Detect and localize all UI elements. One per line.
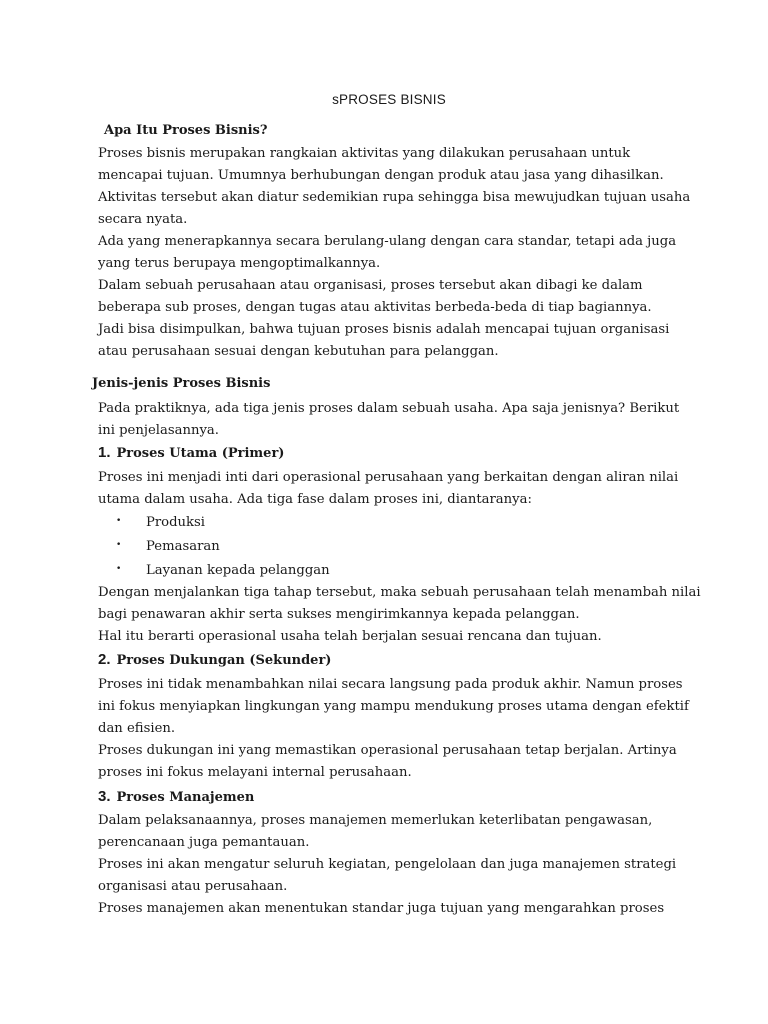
- paragraph-proses-manajemen: [98, 810, 698, 920]
- heading-number: 3.: [98, 788, 111, 805]
- paragraph-proses-dukungan: [98, 674, 698, 784]
- text-line: Jadi bisa disimpulkan, bahwa tujuan proses bisnis adalah mencapai tujuan organisasi: [98, 322, 670, 337]
- list-item-text: Produksi: [146, 515, 206, 530]
- list-item: [116, 535, 330, 559]
- bullet-icon: •: [116, 540, 122, 550]
- text-line: dan efisien.: [98, 721, 176, 736]
- text-line: atau perusahaan sesuai dengan kebutuhan para pelanggan.: [98, 344, 499, 359]
- text-line: Dengan menjalankan tiga tahap tersebut, maka sebuah perusahaan telah menambah nilai: [98, 585, 701, 600]
- list-item-text: Layanan kepada pelanggan: [146, 563, 330, 578]
- heading-number: 1.: [98, 444, 111, 461]
- heading-proses-manajemen: [98, 788, 254, 805]
- list-item: [116, 511, 330, 535]
- text-line: Proses ini tidak menambahkan nilai secara langsung pada produk akhir. Namun proses: [98, 677, 683, 692]
- heading-proses-utama: [98, 444, 284, 461]
- page-title: sPROSES BISNIS: [332, 92, 446, 107]
- text-line: bagi penawaran akhir serta sukses mengirimkannya kepada pelanggan.: [98, 607, 580, 622]
- text-line: ini penjelasannya.: [98, 423, 219, 438]
- heading-text: Proses Utama (Primer): [116, 446, 285, 461]
- text-line: utama dalam usaha. Ada tiga fase dalam proses ini, diantaranya:: [98, 492, 532, 507]
- text-line: Aktivitas tersebut akan diatur sedemikian rupa sehingga bisa mewujudkan tujuan usaha: [98, 190, 691, 205]
- text-line: Proses ini akan mengatur seluruh kegiatan, pengelolaan dan juga manajemen strategi: [98, 857, 677, 872]
- bullet-icon: •: [116, 516, 122, 526]
- list-item-text: Pemasaran: [146, 539, 220, 554]
- text-line: Pada praktiknya, ada tiga jenis proses dalam sebuah usaha. Apa saja jenisnya? Berikut: [98, 401, 680, 416]
- text-line: Dalam sebuah perusahaan atau organisasi, proses tersebut akan dibagi ke dalam: [98, 278, 643, 293]
- heading-number: 2.: [98, 651, 111, 668]
- text-line: proses ini fokus melayani internal perusahaan.: [98, 765, 412, 780]
- text-line: Dalam pelaksanaannya, proses manajemen memerlukan keterlibatan pengawasan,: [98, 813, 653, 828]
- text-line: Proses bisnis merupakan rangkaian aktivitas yang dilakukan perusahaan untuk: [98, 146, 631, 161]
- section-heading-apa-itu: Apa Itu Proses Bisnis?: [104, 123, 268, 138]
- text-line: beberapa sub proses, dengan tugas atau aktivitas berbeda-beda di tiap bagiannya.: [98, 300, 652, 315]
- text-line: perencanaan juga pemantauan.: [98, 835, 310, 850]
- heading-text: Proses Dukungan (Sekunder): [116, 653, 332, 668]
- text-line: Hal itu berarti operasional usaha telah berjalan sesuai rencana dan tujuan.: [98, 629, 602, 644]
- text-line: organisasi atau perusahaan.: [98, 879, 288, 894]
- text-line: Proses manajemen akan menentukan standar juga tujuan yang mengarahkan proses: [98, 901, 665, 916]
- heading-proses-dukungan: [98, 651, 331, 668]
- paragraph-jenis-jenis: [98, 398, 698, 442]
- text-line: Proses ini menjadi inti dari operasional perusahaan yang berkaitan dengan aliran nilai: [98, 470, 679, 485]
- text-line: Ada yang menerapkannya secara berulang-ulang dengan cara standar, tetapi ada juga: [98, 234, 677, 249]
- bullet-list-fase: [116, 511, 330, 583]
- paragraph-apa-itu: [98, 143, 698, 363]
- section-heading-jenis-jenis: Jenis-jenis Proses Bisnis: [92, 376, 271, 391]
- paragraph-proses-utama: [98, 467, 698, 511]
- text-line: ini fokus menyiapkan lingkungan yang mampu mendukung proses utama dengan efektif: [98, 699, 689, 714]
- text-line: secara nyata.: [98, 212, 188, 227]
- text-line: yang terus berupaya mengoptimalkannya.: [98, 256, 381, 271]
- list-item: [116, 559, 330, 583]
- bullet-icon: •: [116, 564, 122, 574]
- text-line: mencapai tujuan. Umumnya berhubungan dengan produk atau jasa yang dihasilkan.: [98, 168, 664, 183]
- paragraph-proses-utama-lanjutan: [98, 582, 701, 648]
- text-line: Proses dukungan ini yang memastikan operasional perusahaan tetap berjalan. Artinya: [98, 743, 677, 758]
- heading-text: Proses Manajemen: [116, 790, 255, 805]
